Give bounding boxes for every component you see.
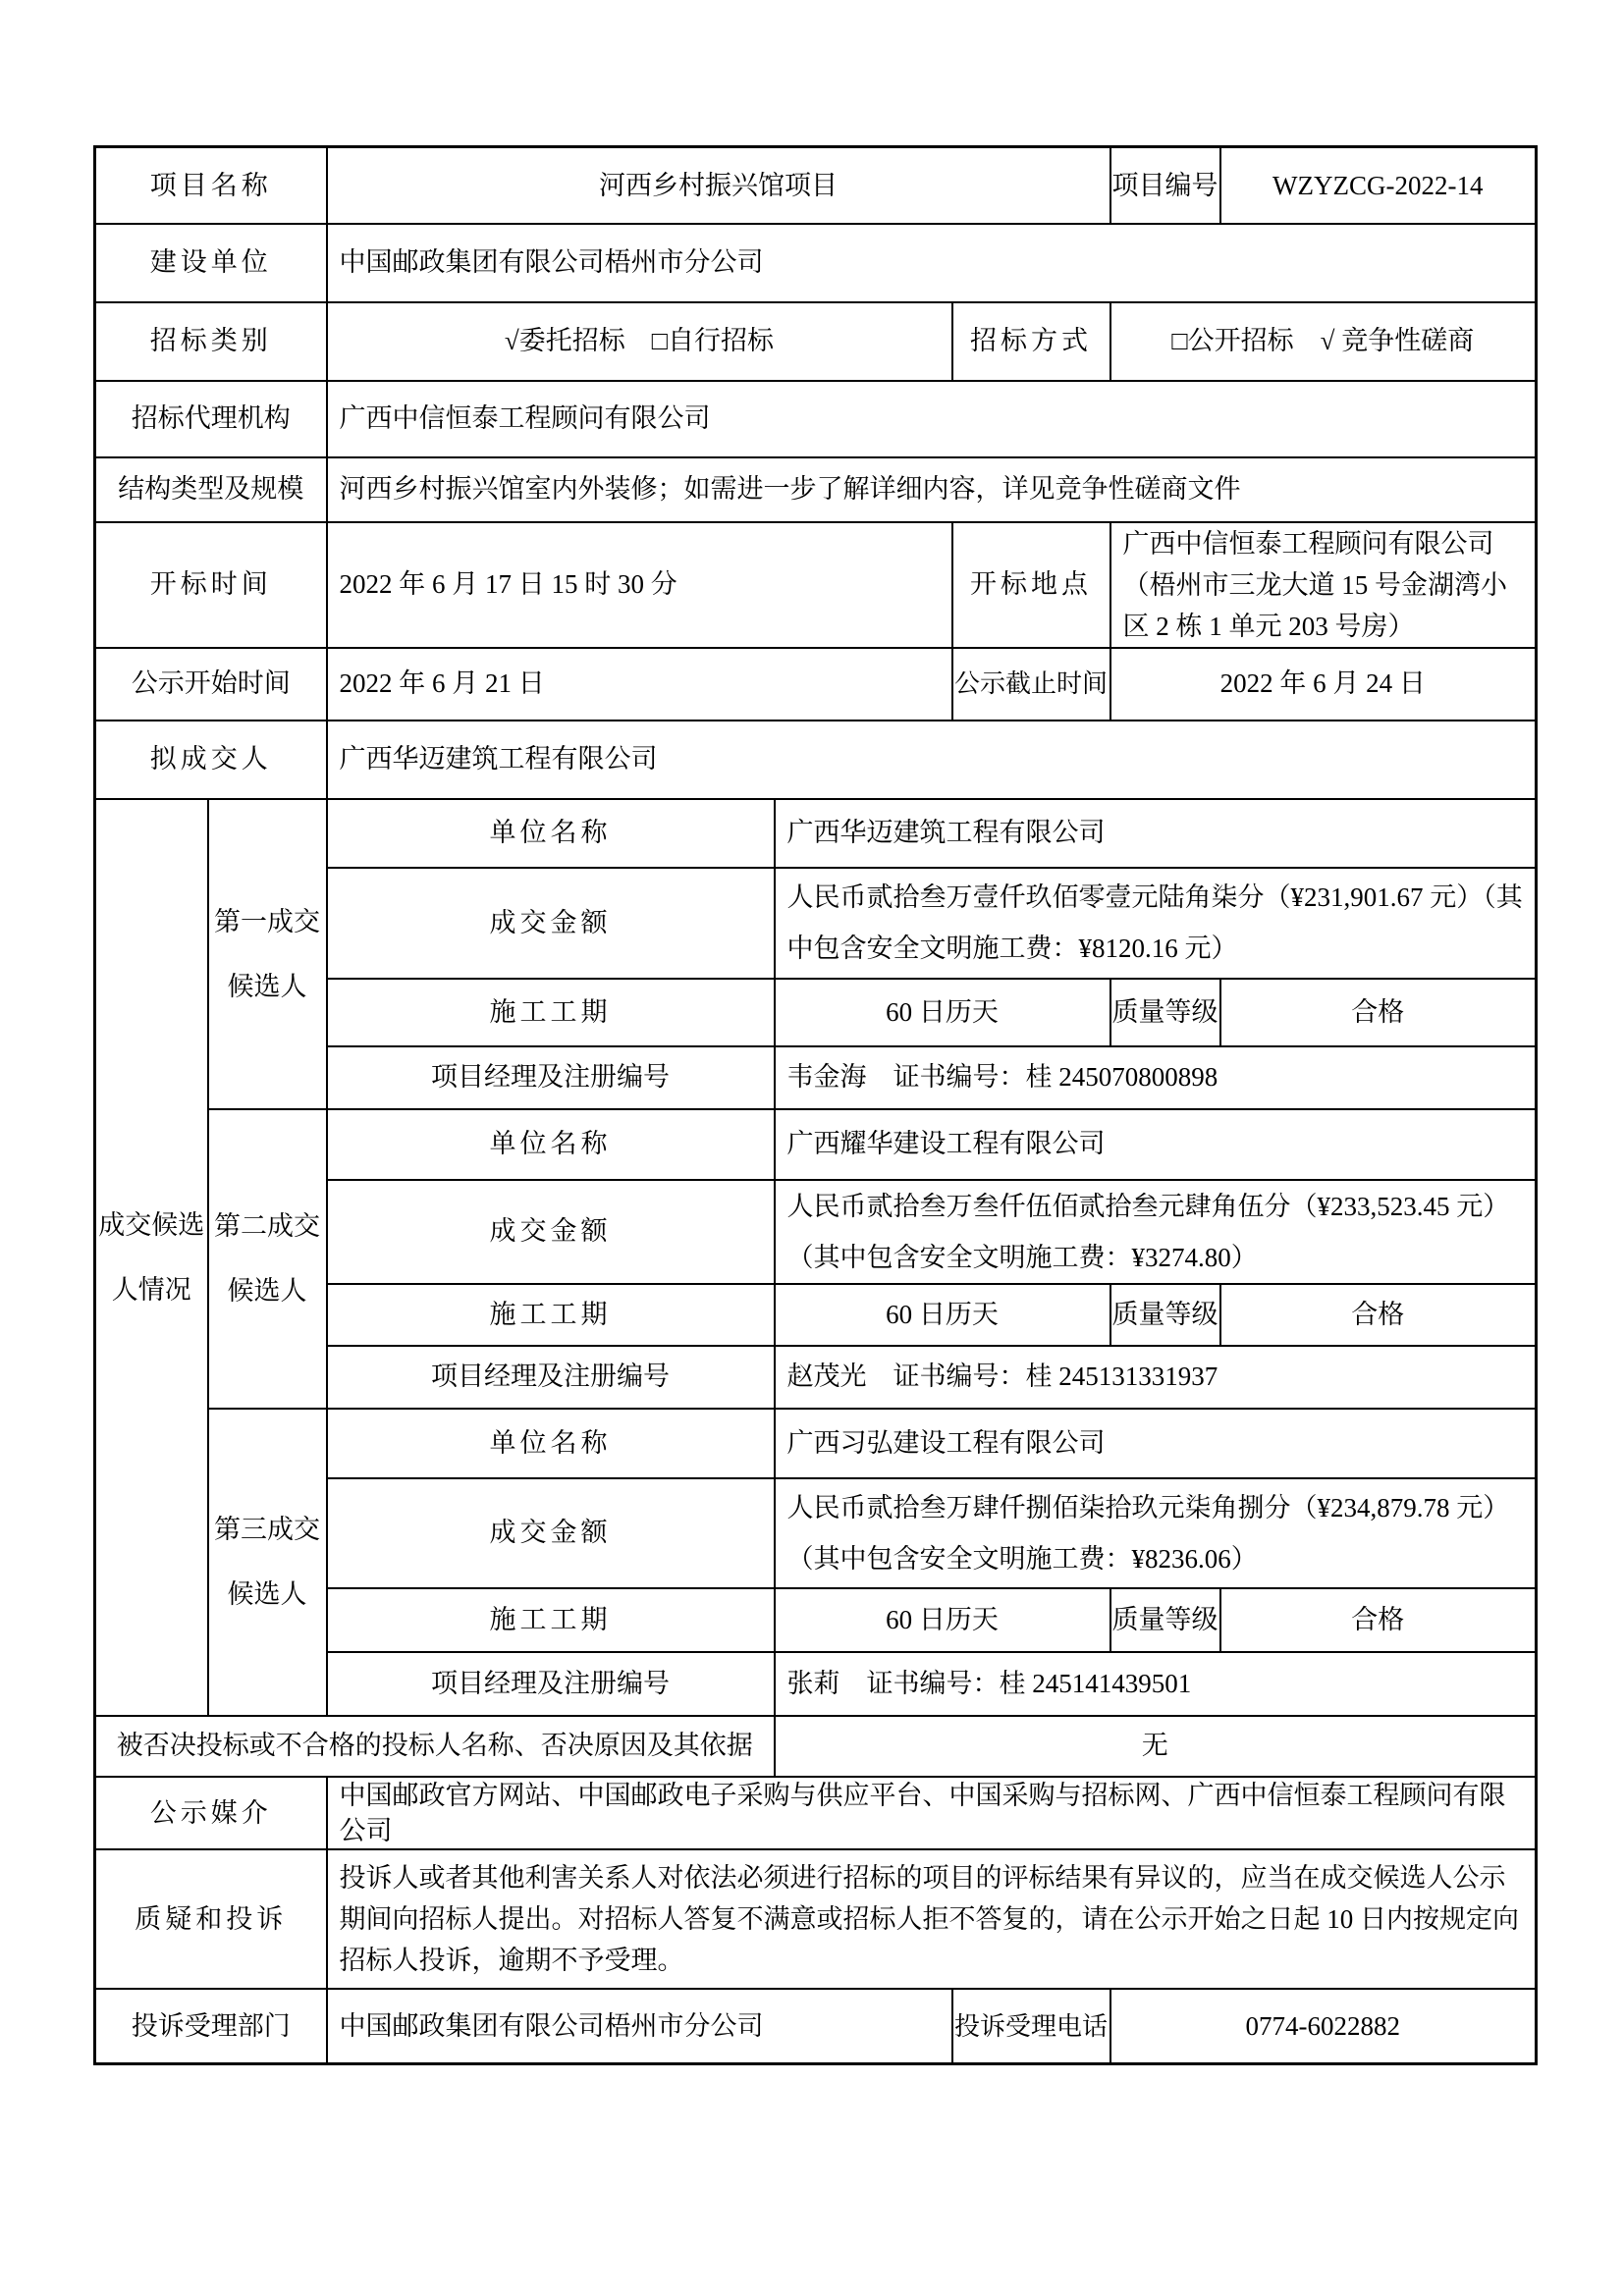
duration-label: 施工工期 (327, 1284, 775, 1346)
amount-label: 成交金额 (327, 1180, 775, 1284)
candidate-1-duration: 60 日历天 (775, 979, 1110, 1046)
proposed-winner-value: 广西华迈建筑工程有限公司 (327, 721, 1537, 799)
agency-label: 招标代理机构 (95, 381, 327, 457)
complaint-dept-value: 中国邮政集团有限公司梧州市分公司 (327, 1989, 952, 2063)
open-place-value: 广西中信恒泰工程顾问有限公司（梧州市三龙大道 15 号金湖湾小区 2 栋 1 单元 203 号房） (1110, 522, 1537, 648)
bid-category-value: √委托招标 □自行招标 (327, 302, 952, 381)
candidate-1-manager: 韦金海 证书编号：桂 245070800898 (775, 1046, 1537, 1109)
candidate-3-manager: 张莉 证书编号：桂 245141439501 (775, 1652, 1537, 1716)
candidate-3-duration: 60 日历天 (775, 1588, 1110, 1652)
project-name-value: 河西乡村振兴馆项目 (327, 147, 1110, 224)
complaint-phone-value: 0774-6022882 (1110, 1989, 1537, 2063)
amount-label: 成交金额 (327, 1478, 775, 1588)
candidate-2-rank-label: 第二成交候选人 (208, 1109, 327, 1409)
structure-label: 结构类型及规模 (95, 457, 327, 522)
manager-label: 项目经理及注册编号 (327, 1046, 775, 1109)
candidate-3-unit-name: 广西习弘建设工程有限公司 (775, 1409, 1537, 1478)
duration-label: 施工工期 (327, 1588, 775, 1652)
unit-name-label: 单位名称 (327, 799, 775, 868)
open-time-label: 开标时间 (95, 522, 327, 648)
publicity-start-label: 公示开始时间 (95, 648, 327, 721)
candidate-2-quality: 合格 (1220, 1284, 1537, 1346)
unit-name-label: 单位名称 (327, 1109, 775, 1180)
manager-label: 项目经理及注册编号 (327, 1346, 775, 1409)
manager-label: 项目经理及注册编号 (327, 1652, 775, 1716)
quality-label: 质量等级 (1110, 979, 1220, 1046)
quality-label: 质量等级 (1110, 1284, 1220, 1346)
candidate-1-rank-label: 第一成交候选人 (208, 799, 327, 1109)
bid-method-label: 招标方式 (952, 302, 1110, 381)
publicity-end-value: 2022 年 6 月 24 日 (1110, 648, 1537, 721)
bid-method-value: □公开招标 √ 竞争性磋商 (1110, 302, 1537, 381)
candidate-3-rank-label: 第三成交候选人 (208, 1409, 327, 1716)
project-no-label: 项目编号 (1110, 147, 1220, 224)
publicity-media-value: 中国邮政官方网站、中国邮政电子采购与供应平台、中国采购与招标网、广西中信恒泰工程顾问有限公司 (327, 1777, 1537, 1850)
quality-label: 质量等级 (1110, 1588, 1220, 1652)
publicity-end-label: 公示截止时间 (952, 648, 1110, 721)
agency-value: 广西中信恒泰工程顾问有限公司 (327, 381, 1537, 457)
rejected-bidders-value: 无 (775, 1716, 1537, 1777)
objection-label: 质疑和投诉 (95, 1849, 327, 1989)
owner-value: 中国邮政集团有限公司梧州市分公司 (327, 224, 1537, 302)
publicity-media-label: 公示媒介 (95, 1777, 327, 1850)
project-name-label: 项目名称 (95, 147, 327, 224)
complaint-dept-label: 投诉受理部门 (95, 1989, 327, 2063)
candidate-3-amount: 人民币贰拾叁万肆仟捌佰柒拾玖元柒角捌分（¥234,879.78 元）（其中包含安全文明施工费：¥8236.06） (775, 1478, 1537, 1588)
candidate-3-quality: 合格 (1220, 1588, 1537, 1652)
candidate-1-unit-name: 广西华迈建筑工程有限公司 (775, 799, 1537, 868)
candidate-2-amount: 人民币贰拾叁万叁仟伍佰贰拾叁元肆角伍分（¥233,523.45 元）（其中包含安全文明施工费：¥3274.80） (775, 1180, 1537, 1284)
proposed-winner-label: 拟成交人 (95, 721, 327, 799)
complaint-phone-label: 投诉受理电话 (952, 1989, 1110, 2063)
unit-name-label: 单位名称 (327, 1409, 775, 1478)
objection-value: 投诉人或者其他利害关系人对依法必须进行招标的项目的评标结果有异议的，应当在成交候选人公示期间向招标人提出。对招标人答复不满意或招标人拒不答复的，请在公示开始之日起 10 日内按规定向招标人投诉，逾期不予受理。 (327, 1849, 1537, 1989)
project-no-value: WZYZCG-2022-14 (1220, 147, 1537, 224)
duration-label: 施工工期 (327, 979, 775, 1046)
rejected-bidders-label: 被否决投标或不合格的投标人名称、否决原因及其依据 (95, 1716, 775, 1777)
candidate-1-quality: 合格 (1220, 979, 1537, 1046)
open-time-value: 2022 年 6 月 17 日 15 时 30 分 (327, 522, 952, 648)
candidate-1-amount: 人民币贰拾叁万壹仟玖佰零壹元陆角柒分（¥231,901.67 元）（其中包含安全文明施工费：¥8120.16 元） (775, 868, 1537, 979)
candidate-2-duration: 60 日历天 (775, 1284, 1110, 1346)
structure-value: 河西乡村振兴馆室内外装修；如需进一步了解详细内容，详见竞争性磋商文件 (327, 457, 1537, 522)
candidates-section-label: 成交候选人情况 (95, 799, 208, 1716)
amount-label: 成交金额 (327, 868, 775, 979)
owner-label: 建设单位 (95, 224, 327, 302)
bid-category-label: 招标类别 (95, 302, 327, 381)
publicity-start-value: 2022 年 6 月 21 日 (327, 648, 952, 721)
candidate-2-manager: 赵茂光 证书编号：桂 245131331937 (775, 1346, 1537, 1409)
bid-result-table (93, 145, 1538, 2065)
candidate-2-unit-name: 广西耀华建设工程有限公司 (775, 1109, 1537, 1180)
open-place-label: 开标地点 (952, 522, 1110, 648)
